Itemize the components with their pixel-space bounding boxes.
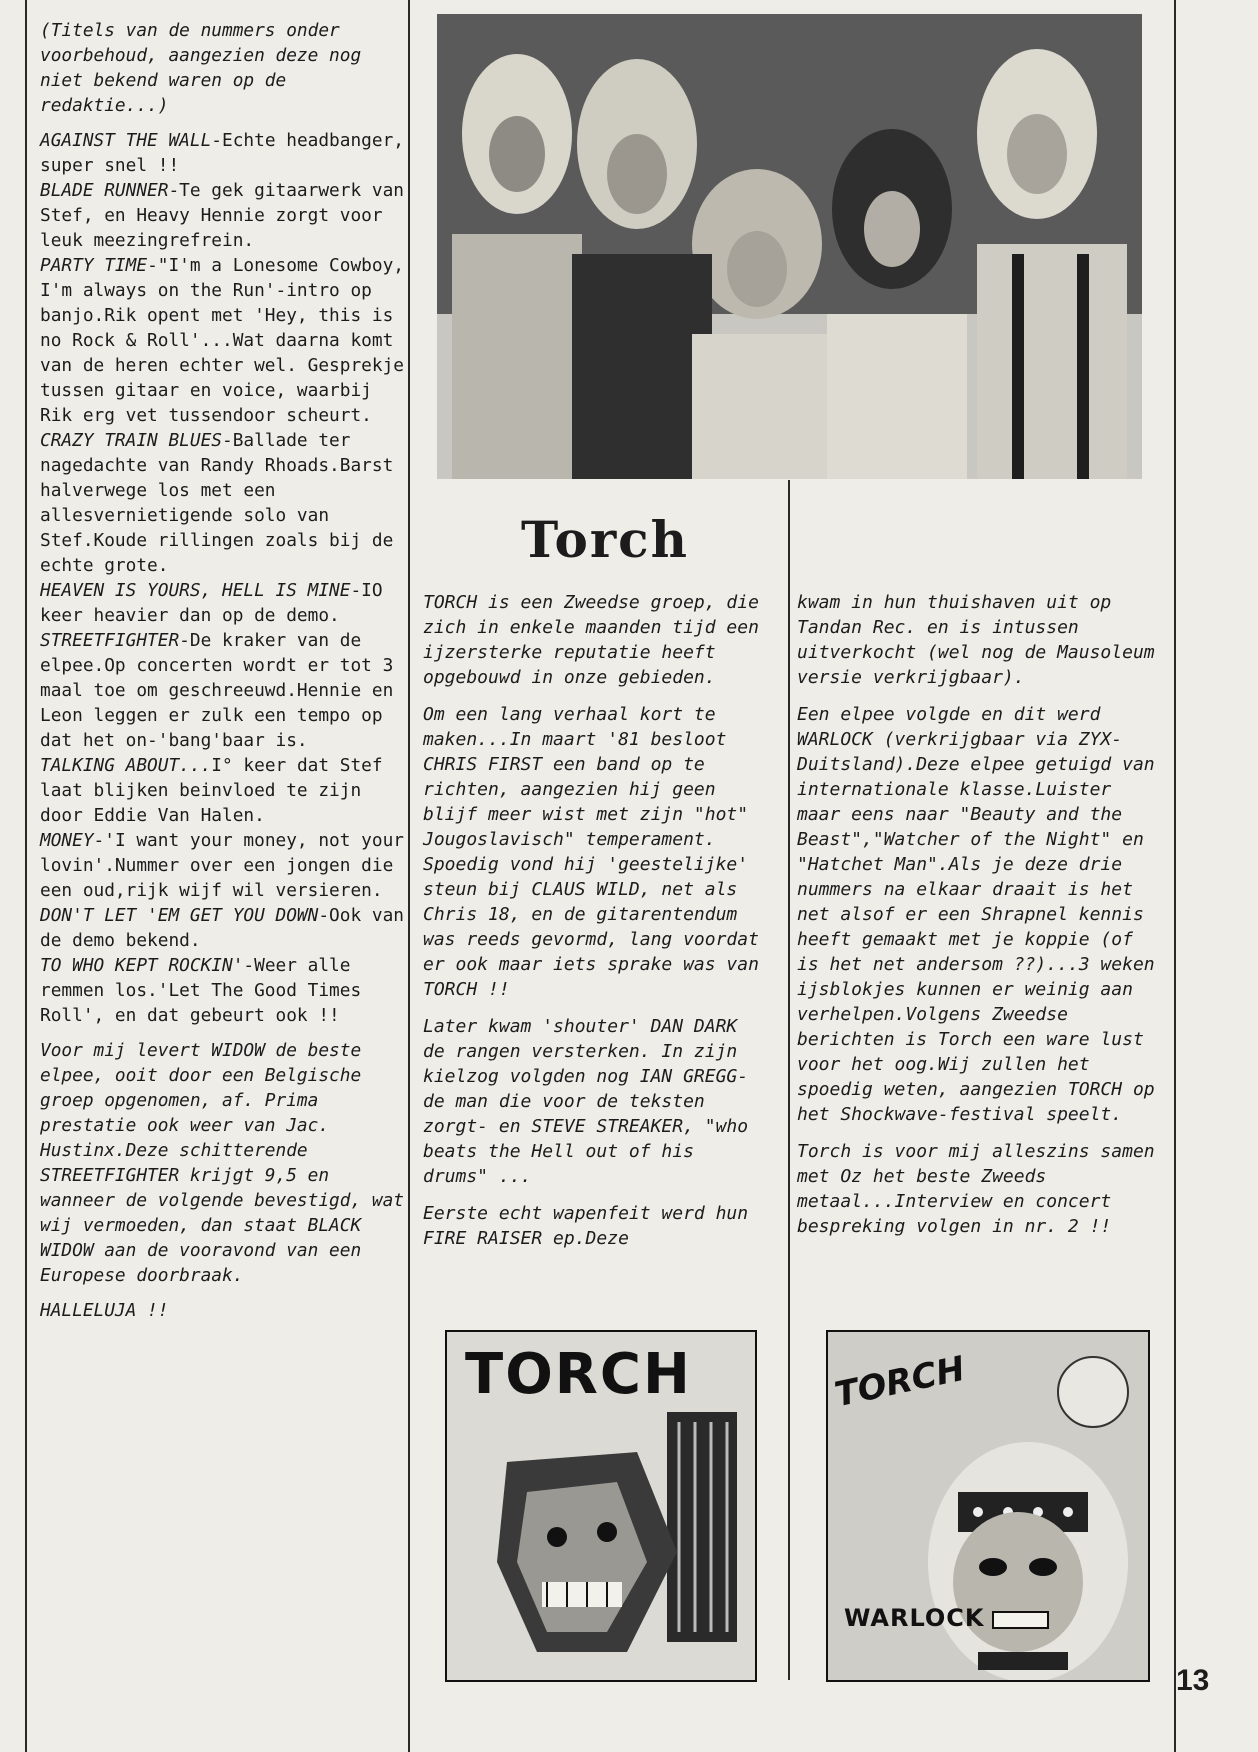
- intro-note: (Titels van de nummers onder voorbehoud, aangezien deze nog niet bekend waren op de redaktie...): [40, 20, 362, 116]
- review-conclusion: Voor mij levert WIDOW de beste elpee, ooit door een Belgische groep opgenomen, af. Prima prestatie ook weer van Jac. Hustinx.Deze schitterende STREETFIGHTER krijgt 9,5 en wanneer de volgende bevestigd, wat wij vermoeden, dan staat BLACK WIDOW aan de vooravond van een Europese doorbraak.: [40, 1040, 404, 1286]
- article-column-middle: [423, 590, 763, 1263]
- column-rule-right: [1174, 0, 1176, 1752]
- track-item: TALKING ABOUT...I° keer dat Stef laat blijken beinvloed te zijn door Eddie Van Halen.: [40, 755, 383, 826]
- track-item: MONEY-'I want your money, not your lovin'.Nummer over een jongen die een oud,rijk wijf wil versieren.: [40, 830, 404, 901]
- warlock-lp-cover: [826, 1330, 1150, 1682]
- track-item: HEAVEN IS YOURS, HELL IS MINE-IO keer heavier dan op de demo.: [40, 580, 383, 626]
- column-rule-left: [25, 0, 27, 1752]
- column-rule-center: [788, 480, 790, 1680]
- article-paragraph: Later kwam 'shouter' DAN DARK de rangen versterken. In zijn kielzog volgden nog IAN GREGG- de man die voor de teksten zorgt- en STEVE STREAKER, "who beats the Hell out of his drums" ...: [423, 1016, 749, 1187]
- track-item: STREETFIGHTER-De kraker van de elpee.Op concerten wordt er tot 3 maal toe om geschreeuwd.Hennie en Leon leggen er zulk een tempo op dat het on-'bang'baar is.: [40, 630, 394, 751]
- track-item: TO WHO KEPT ROCKIN'-Weer alle remmen los.'Let The Good Times Roll', en dat gebeurt ook !!: [40, 955, 362, 1026]
- article-column-right: [797, 590, 1162, 1251]
- lp-cover-band-name: TORCH: [831, 1348, 969, 1416]
- review-signoff: HALLELUJA !!: [40, 1300, 169, 1321]
- band-photo: [437, 14, 1142, 479]
- track-list: [40, 128, 405, 1028]
- article-paragraph: Een elpee volgde en dit werd WARLOCK (verkrijgbaar via ZYX-Duitsland).Deze elpee getuigd van internationale klasse.Luister maar eens naar "Beauty and the Beast","Watcher of the Night" en "Hatchet Man".Als je deze drie nummers na elkaar draait is het net alsof er een Shrapnel kennis heeft gemaakt met je koppie (of is het net andersom ??)...3 weken ijsblokjes kunnen er weinig aan verhelpen.Volgens Zweedse berichten is Torch een ware lust voor het oog.Wij zullen het spoedig weten, aangezien TORCH op het Shockwave-festival speelt.: [797, 704, 1155, 1125]
- article-paragraph: kwam in hun thuishaven uit op Tandan Rec. en is intussen uitverkocht (wel nog de Mausoleum versie verkrijgbaar).: [797, 592, 1155, 688]
- article-paragraph: Eerste echt wapenfeit werd hun FIRE RAISER ep.Deze: [423, 1203, 749, 1249]
- article-paragraph: Om een lang verhaal kort te maken...In maart '81 besloot CHRIS FIRST een band op te richten, aangezien hij geen blijf meer wist met zijn "hot" Jougoslavisch" temperament. Spoedig vond hij 'geestelijke' steun bij CLAUS WILD, net als Chris 18, en de gitarentendum was reeds gevormd, lang voordat er ook maar iets sprake was van TORCH !!: [423, 704, 759, 1000]
- track-item: BLADE RUNNER-Te gek gitaarwerk van Stef, en Heavy Hennie zorgt voor leuk meezingrefrein.: [40, 180, 404, 251]
- article-paragraph: TORCH is een Zweedse groep, die zich in enkele maanden tijd een ijzersterke reputatie heeft opgebouwd in onze gebieden.: [423, 592, 759, 688]
- review-column: [40, 18, 405, 1333]
- ep-cover-band-name: TORCH: [465, 1342, 692, 1407]
- fire-raiser-ep-cover: [445, 1330, 757, 1682]
- track-item: AGAINST THE WALL-Echte headbanger, super snel !!: [40, 130, 404, 176]
- column-rule-middle: [408, 0, 410, 1752]
- article-title: Torch: [521, 510, 689, 569]
- article-paragraph: Torch is voor mij alleszins samen met Oz het beste Zweeds metaal...Interview en concert bespreking volgen in nr. 2 !!: [797, 1141, 1155, 1237]
- track-item: DON'T LET 'EM GET YOU DOWN-Ook van de demo bekend.: [40, 905, 404, 951]
- lp-cover-title: WARLOCK: [844, 1604, 985, 1632]
- track-item: CRAZY TRAIN BLUES-Ballade ter nagedachte van Randy Rhoads.Barst halverwege los met een allesvernietigende solo van Stef.Koude rillingen zoals bij de echte grote.: [40, 430, 394, 576]
- page-number: 13: [1176, 1664, 1210, 1697]
- track-item: PARTY TIME-"I'm a Lonesome Cowboy, I'm always on the Run'-intro op banjo.Rik opent met 'Hey, this is no Rock & Roll'...Wat daarna komt van de heren echter wel. Gesprekje tussen gitaar en voice, waarbij Rik erg vet tussendoor scheurt.: [40, 255, 404, 426]
